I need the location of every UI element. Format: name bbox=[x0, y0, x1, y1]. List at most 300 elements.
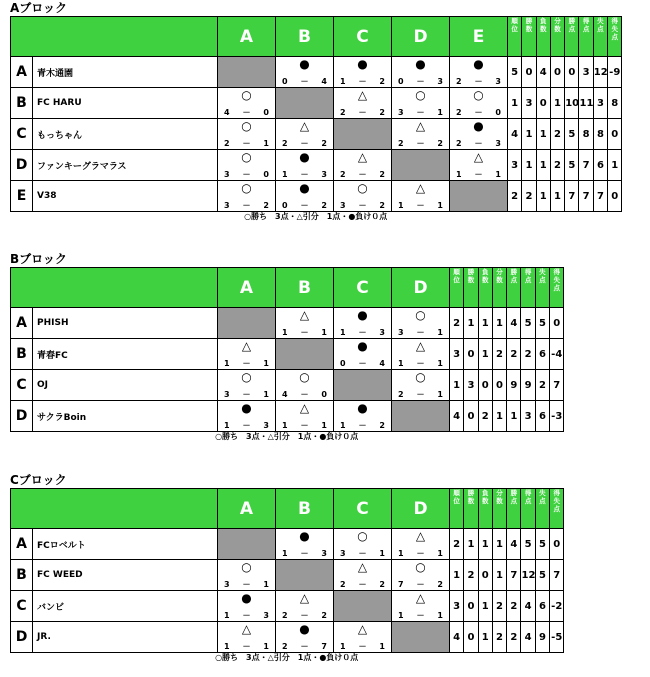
stat-header-char: 得 bbox=[524, 268, 532, 276]
stat-header bbox=[593, 17, 607, 57]
row-label: D bbox=[11, 622, 33, 653]
col-header-d: D bbox=[392, 17, 450, 57]
score-own: 3 bbox=[224, 201, 230, 210]
score-dash: － bbox=[416, 580, 425, 589]
score-dash: － bbox=[416, 549, 425, 558]
match-result-cell bbox=[276, 529, 334, 560]
stat-value: 3 bbox=[450, 591, 464, 622]
match-result-cell bbox=[392, 57, 450, 88]
score-dash: － bbox=[358, 328, 367, 337]
table-row bbox=[11, 119, 622, 150]
stat-header-char: 得 bbox=[582, 17, 590, 25]
score-opponent: 2 bbox=[321, 201, 327, 210]
match-result-cell bbox=[450, 57, 508, 88]
stat-value: 1 bbox=[478, 529, 492, 560]
result-symbol: ● bbox=[357, 308, 368, 322]
stat-value: 3 bbox=[521, 401, 535, 432]
score-dash: － bbox=[416, 328, 425, 337]
score-opponent: 1 bbox=[321, 328, 327, 337]
score-own: 3 bbox=[340, 201, 346, 210]
stat-value: 0 bbox=[608, 119, 622, 150]
stat-value: 7 bbox=[593, 181, 607, 212]
match-result-cell bbox=[276, 591, 334, 622]
match-result-cell bbox=[392, 308, 450, 339]
score-own: 2 bbox=[456, 77, 462, 86]
stat-header-char: 順 bbox=[453, 268, 460, 276]
match-result-cell bbox=[276, 308, 334, 339]
stat-header bbox=[608, 17, 622, 57]
result-symbol: ● bbox=[473, 57, 484, 71]
stat-header bbox=[522, 17, 536, 57]
stat-header-char: 点 bbox=[510, 276, 518, 284]
stat-header-char: 勝 bbox=[568, 17, 576, 25]
stat-value: 1 bbox=[478, 622, 492, 653]
result-symbol: ● bbox=[299, 57, 310, 71]
stat-value: 1 bbox=[492, 529, 506, 560]
score-dash: － bbox=[242, 170, 251, 179]
stat-value: 12 bbox=[593, 57, 607, 88]
stat-value: 5 bbox=[508, 57, 522, 88]
score-dash: － bbox=[416, 108, 425, 117]
match-result-cell bbox=[276, 150, 334, 181]
result-symbol: ● bbox=[473, 119, 484, 133]
self-match-cell bbox=[218, 308, 276, 339]
stat-header-char: 数 bbox=[525, 25, 533, 33]
stat-value: 0 bbox=[522, 57, 536, 88]
stat-header-char: 失 bbox=[553, 276, 560, 284]
match-result-cell bbox=[392, 529, 450, 560]
stat-value: 0 bbox=[565, 57, 579, 88]
self-match-cell bbox=[334, 119, 392, 150]
header-blank bbox=[11, 17, 218, 57]
score-own: 1 bbox=[398, 201, 404, 210]
stat-header bbox=[550, 489, 564, 529]
match-result-cell bbox=[450, 150, 508, 181]
score-dash: － bbox=[300, 139, 309, 148]
result-symbol: ● bbox=[415, 57, 426, 71]
row-label: B bbox=[11, 560, 33, 591]
row-label: C bbox=[11, 591, 33, 622]
match-result-cell bbox=[392, 339, 450, 370]
score-own: 1 bbox=[340, 642, 346, 651]
col-header-c: C bbox=[334, 489, 392, 529]
score-dash: － bbox=[474, 77, 483, 86]
table-row bbox=[11, 57, 622, 88]
score-opponent: 1 bbox=[321, 421, 327, 430]
stat-value: 2 bbox=[535, 370, 549, 401]
stat-value: 0 bbox=[464, 622, 478, 653]
header-row bbox=[11, 17, 622, 57]
stat-value: 7 bbox=[565, 181, 579, 212]
score-own: 3 bbox=[224, 390, 230, 399]
score-opponent: 1 bbox=[263, 580, 269, 589]
stat-value: 1 bbox=[508, 88, 522, 119]
result-symbol: △ bbox=[415, 529, 426, 543]
score-dash: － bbox=[242, 421, 251, 430]
stat-value: 6 bbox=[535, 591, 549, 622]
result-symbol: △ bbox=[357, 150, 368, 164]
stat-header-char: 勝 bbox=[467, 489, 475, 497]
stat-value: 4 bbox=[521, 591, 535, 622]
stat-value: 9 bbox=[507, 370, 521, 401]
table-row bbox=[11, 370, 564, 401]
score-opponent: 3 bbox=[495, 77, 501, 86]
standings-table bbox=[10, 16, 622, 212]
stat-header bbox=[450, 268, 464, 308]
score-opponent: 3 bbox=[321, 170, 327, 179]
stat-value: 4 bbox=[507, 529, 521, 560]
row-label: E bbox=[11, 181, 33, 212]
stat-header bbox=[535, 489, 549, 529]
team-name: もっちゃん bbox=[33, 119, 218, 150]
score-dash: － bbox=[358, 359, 367, 368]
stat-header-char: 得 bbox=[611, 17, 618, 25]
self-match-cell bbox=[218, 529, 276, 560]
stat-value: 0 bbox=[492, 370, 506, 401]
score-own: 1 bbox=[282, 170, 288, 179]
stat-value: 5 bbox=[565, 150, 579, 181]
score-own: 7 bbox=[398, 580, 404, 589]
match-result-cell bbox=[392, 119, 450, 150]
stat-value: 1 bbox=[550, 181, 564, 212]
block-title: Aブロック bbox=[10, 1, 68, 15]
score-dash: － bbox=[242, 611, 251, 620]
stat-value: 7 bbox=[579, 150, 593, 181]
score-opponent: 1 bbox=[437, 359, 443, 368]
stat-value: 6 bbox=[593, 150, 607, 181]
self-match-cell bbox=[276, 88, 334, 119]
score-dash: － bbox=[242, 139, 251, 148]
score-dash: － bbox=[300, 201, 309, 210]
stat-header-char: 数 bbox=[539, 25, 547, 33]
score-dash: － bbox=[416, 201, 425, 210]
score-opponent: 2 bbox=[379, 580, 385, 589]
result-symbol: ○ bbox=[241, 119, 252, 133]
match-result-cell bbox=[276, 370, 334, 401]
stat-value: 1 bbox=[464, 529, 478, 560]
result-symbol: △ bbox=[357, 88, 368, 102]
stat-value: 1 bbox=[536, 181, 550, 212]
result-symbol: ● bbox=[299, 181, 310, 195]
stat-value: 2 bbox=[550, 150, 564, 181]
score-dash: － bbox=[300, 328, 309, 337]
stat-header-char: 位 bbox=[453, 497, 460, 505]
score-dash: － bbox=[300, 421, 309, 430]
score-own: 2 bbox=[340, 108, 346, 117]
self-match-cell bbox=[450, 181, 508, 212]
stat-value: 1 bbox=[478, 339, 492, 370]
stat-header bbox=[464, 268, 478, 308]
score-opponent: 1 bbox=[263, 139, 269, 148]
score-own: 2 bbox=[282, 139, 288, 148]
result-symbol: △ bbox=[415, 119, 426, 133]
match-result-cell bbox=[334, 88, 392, 119]
score-opponent: 0 bbox=[495, 108, 501, 117]
score-opponent: 1 bbox=[495, 170, 501, 179]
stat-value: 1 bbox=[608, 150, 622, 181]
stat-header bbox=[579, 17, 593, 57]
stat-value: 5 bbox=[521, 308, 535, 339]
match-result-cell bbox=[392, 181, 450, 212]
stat-header bbox=[521, 268, 535, 308]
stat-value: 0 bbox=[550, 57, 564, 88]
score-own: 0 bbox=[282, 77, 288, 86]
score-opponent: 1 bbox=[437, 108, 443, 117]
table-row bbox=[11, 308, 564, 339]
match-result-cell bbox=[334, 560, 392, 591]
score-own: 0 bbox=[398, 77, 404, 86]
stat-value: 2 bbox=[507, 622, 521, 653]
match-result-cell bbox=[334, 529, 392, 560]
score-dash: － bbox=[300, 549, 309, 558]
stat-value: 0 bbox=[478, 370, 492, 401]
team-name: FC WEED bbox=[33, 560, 218, 591]
score-opponent: 2 bbox=[263, 201, 269, 210]
score-opponent: 1 bbox=[263, 390, 269, 399]
score-own: 1 bbox=[282, 549, 288, 558]
stat-value: 2 bbox=[521, 339, 535, 370]
stat-header-char: 数 bbox=[496, 497, 503, 505]
table-row bbox=[11, 88, 622, 119]
stat-header-char: 分 bbox=[496, 268, 503, 276]
score-opponent: 1 bbox=[437, 328, 443, 337]
score-opponent: 1 bbox=[263, 642, 269, 651]
stat-value: 1 bbox=[478, 591, 492, 622]
stat-header-char: 点 bbox=[597, 25, 604, 33]
score-own: 1 bbox=[224, 642, 230, 651]
score-opponent: 2 bbox=[321, 611, 327, 620]
stat-value: 1 bbox=[550, 88, 564, 119]
score-dash: － bbox=[300, 77, 309, 86]
team-name: FC HARU bbox=[33, 88, 218, 119]
stat-value: -9 bbox=[608, 57, 622, 88]
stat-value: 8 bbox=[608, 88, 622, 119]
stat-value: 4 bbox=[508, 119, 522, 150]
result-symbol: △ bbox=[357, 560, 368, 574]
score-dash: － bbox=[416, 139, 425, 148]
score-dash: － bbox=[242, 390, 251, 399]
stat-value: 0 bbox=[550, 308, 564, 339]
stat-value: 5 bbox=[521, 529, 535, 560]
score-own: 2 bbox=[398, 139, 404, 148]
table-row bbox=[11, 560, 564, 591]
stat-value: 2 bbox=[450, 308, 464, 339]
match-result-cell bbox=[334, 181, 392, 212]
col-header-b: B bbox=[276, 268, 334, 308]
stat-header bbox=[478, 489, 492, 529]
match-result-cell bbox=[276, 181, 334, 212]
stat-value: 0 bbox=[478, 560, 492, 591]
score-own: 3 bbox=[398, 108, 404, 117]
col-header-b: B bbox=[276, 489, 334, 529]
stat-value: 4 bbox=[450, 401, 464, 432]
score-own: 1 bbox=[340, 328, 346, 337]
stat-value: -3 bbox=[550, 401, 564, 432]
match-result-cell bbox=[392, 591, 450, 622]
stat-value: 3 bbox=[450, 339, 464, 370]
stat-value: 2 bbox=[492, 622, 506, 653]
score-own: 1 bbox=[224, 359, 230, 368]
result-symbol: ○ bbox=[415, 308, 426, 322]
stat-value: 9 bbox=[521, 370, 535, 401]
team-name: サクラBoin bbox=[33, 401, 218, 432]
stat-value: 7 bbox=[579, 181, 593, 212]
row-label: C bbox=[11, 370, 33, 401]
row-label: B bbox=[11, 88, 33, 119]
match-result-cell bbox=[334, 401, 392, 432]
block-4-team-1 bbox=[10, 251, 640, 442]
stat-header-char: 点 bbox=[568, 25, 576, 33]
result-symbol: ○ bbox=[357, 529, 368, 543]
stat-header-char: 数 bbox=[481, 497, 489, 505]
stat-value: 1 bbox=[507, 401, 521, 432]
score-dash: － bbox=[416, 77, 425, 86]
legend-text: ○勝ち 3点・△引分 1点・●負け０点 bbox=[215, 432, 359, 441]
result-symbol: △ bbox=[415, 591, 426, 605]
result-symbol: ○ bbox=[241, 150, 252, 164]
score-own: 3 bbox=[224, 170, 230, 179]
score-dash: － bbox=[242, 359, 251, 368]
score-opponent: 3 bbox=[263, 421, 269, 430]
score-own: 1 bbox=[224, 611, 230, 620]
score-dash: － bbox=[300, 611, 309, 620]
result-symbol: ● bbox=[299, 150, 310, 164]
match-result-cell bbox=[218, 181, 276, 212]
score-opponent: 0 bbox=[321, 390, 327, 399]
row-label: A bbox=[11, 529, 33, 560]
col-header-a: A bbox=[218, 489, 276, 529]
score-own: 1 bbox=[282, 328, 288, 337]
match-result-cell bbox=[276, 57, 334, 88]
stat-header bbox=[565, 17, 579, 57]
result-symbol: ○ bbox=[357, 181, 368, 195]
match-result-cell bbox=[392, 560, 450, 591]
score-dash: － bbox=[358, 549, 367, 558]
self-match-cell bbox=[276, 339, 334, 370]
stat-header-char: 順 bbox=[453, 489, 460, 497]
stat-value: 1 bbox=[492, 401, 506, 432]
match-result-cell bbox=[276, 622, 334, 653]
stat-header-char: 点 bbox=[539, 276, 546, 284]
score-dash: － bbox=[242, 642, 251, 651]
score-own: 2 bbox=[456, 139, 462, 148]
score-own: 2 bbox=[398, 390, 404, 399]
result-symbol: △ bbox=[241, 622, 252, 636]
stat-value: 7 bbox=[550, 370, 564, 401]
row-label: D bbox=[11, 150, 33, 181]
score-opponent: 2 bbox=[379, 170, 385, 179]
stat-header-char: 分 bbox=[554, 17, 561, 25]
match-result-cell bbox=[218, 370, 276, 401]
self-match-cell bbox=[392, 150, 450, 181]
self-match-cell bbox=[392, 401, 450, 432]
col-header-d: D bbox=[392, 268, 450, 308]
score-opponent: 3 bbox=[495, 139, 501, 148]
score-dash: － bbox=[474, 139, 483, 148]
score-opponent: 4 bbox=[379, 359, 385, 368]
stat-header-char: 得 bbox=[553, 489, 560, 497]
match-result-cell bbox=[334, 308, 392, 339]
team-name: バンビ bbox=[33, 591, 218, 622]
row-label: A bbox=[11, 308, 33, 339]
stat-value: 4 bbox=[507, 308, 521, 339]
stat-value: 7 bbox=[507, 560, 521, 591]
stat-header-char: 数 bbox=[496, 276, 503, 284]
match-result-cell bbox=[218, 622, 276, 653]
stat-header bbox=[521, 489, 535, 529]
match-result-cell bbox=[392, 88, 450, 119]
score-own: 2 bbox=[282, 642, 288, 651]
row-label: A bbox=[11, 57, 33, 88]
stat-header bbox=[464, 489, 478, 529]
score-dash: － bbox=[358, 170, 367, 179]
score-own: 1 bbox=[340, 421, 346, 430]
stat-value: 8 bbox=[593, 119, 607, 150]
stat-value: 5 bbox=[535, 529, 549, 560]
result-symbol: ○ bbox=[241, 370, 252, 384]
stat-header-char: 順 bbox=[511, 17, 518, 25]
score-own: 1 bbox=[398, 359, 404, 368]
team-name: ファンキーグラマラス bbox=[33, 150, 218, 181]
stat-value: 12 bbox=[521, 560, 535, 591]
result-symbol: ● bbox=[357, 339, 368, 353]
result-symbol: ○ bbox=[299, 370, 310, 384]
stat-header-char: 得 bbox=[524, 489, 532, 497]
score-opponent: 2 bbox=[379, 77, 385, 86]
stat-value: 5 bbox=[535, 308, 549, 339]
match-result-cell bbox=[334, 339, 392, 370]
stat-value: 1 bbox=[478, 308, 492, 339]
team-name: 青木通園 bbox=[33, 57, 218, 88]
score-own: 3 bbox=[340, 549, 346, 558]
stat-value: -2 bbox=[550, 591, 564, 622]
score-dash: － bbox=[416, 611, 425, 620]
row-label: C bbox=[11, 119, 33, 150]
stat-header-char: 負 bbox=[539, 17, 547, 25]
stat-header bbox=[507, 489, 521, 529]
team-name: JR. bbox=[33, 622, 218, 653]
header-blank bbox=[11, 489, 218, 529]
stat-value: 0 bbox=[464, 591, 478, 622]
stat-value: 1 bbox=[536, 150, 550, 181]
stat-header-char: 点 bbox=[611, 33, 618, 41]
score-opponent: 0 bbox=[263, 108, 269, 117]
col-header-c: C bbox=[334, 268, 392, 308]
score-opponent: 4 bbox=[321, 77, 327, 86]
score-own: 1 bbox=[398, 549, 404, 558]
stat-value: 1 bbox=[464, 308, 478, 339]
stat-value: 3 bbox=[593, 88, 607, 119]
score-own: 1 bbox=[340, 77, 346, 86]
score-dash: － bbox=[358, 77, 367, 86]
self-match-cell bbox=[334, 591, 392, 622]
result-symbol: ● bbox=[241, 591, 252, 605]
score-dash: － bbox=[242, 108, 251, 117]
stat-header-char: 位 bbox=[453, 276, 460, 284]
stat-header bbox=[492, 268, 506, 308]
match-result-cell bbox=[334, 622, 392, 653]
result-symbol: △ bbox=[299, 308, 310, 322]
col-header-a: A bbox=[218, 268, 276, 308]
score-dash: － bbox=[300, 642, 309, 651]
score-dash: － bbox=[242, 201, 251, 210]
stat-header-char: 点 bbox=[510, 497, 518, 505]
col-header-d: D bbox=[392, 489, 450, 529]
stat-value: 10 bbox=[565, 88, 579, 119]
result-symbol: △ bbox=[299, 119, 310, 133]
row-label: B bbox=[11, 339, 33, 370]
team-name: V38 bbox=[33, 181, 218, 212]
